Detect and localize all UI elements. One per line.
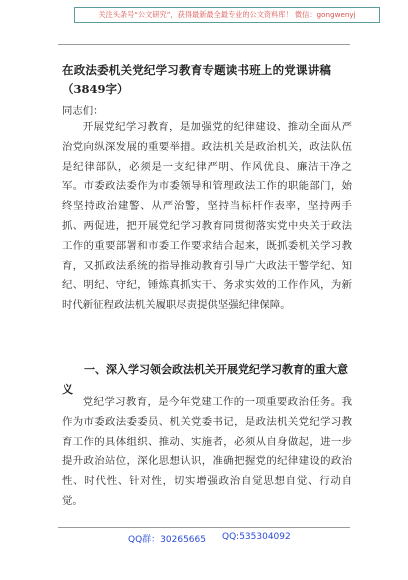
header-divider	[58, 44, 350, 45]
footer-divider	[58, 527, 350, 528]
body-paragraph: 开展党纪学习教育，是加强党的纪律建设、推动全面从严治党向纵深发展的重要举措。政法机关是政治机关，政法队伍是纪律部队，必须是一支纪律严明、作风优良、廉洁干净之军。市委政法委作为市委领导和管理政法工作的职能部门，始终坚持政治建警、从严治警，坚持当标杆作表率，坚持两手抓、两促进，把开展党纪学习教育同贯彻落实党中央关于政法工作的重要部署和市委工作要求结合起来，既抓委机关学习教育，又抓政法系统的指导推动教育引导广大政法干警学纪、知纪、明纪、守纪，锤炼真抓实干、务求实效的工作作风，为新时代新征程政法机关履职尽责提供坚强纪律保障。	[62, 121, 352, 312]
section-heading: 一、深入学习领会政法机关开展党纪学习教育的重大意义	[62, 363, 348, 396]
header-banner: 关注头条号“公文研究”，获得最新最全最专业的公文资料库！ 微信：gongwenyj	[74, 7, 380, 23]
body-paragraph: 党纪学习教育，是今年党建工作的一项重要政治任务。我作为市委政法委委员、机关党委书记，是政法机关党纪学习教育工作的具体组织、推动、实施者，必须从自身做起，进一步提升政治站位，深化思想认识，准确把握党的纪律建设的政治性、时代性、针对性，切实增强政治自觉思想自觉、行动自觉。	[62, 396, 352, 507]
qq-group-number: QQ群：30265665	[128, 535, 206, 545]
word-count: （3849字）	[62, 82, 129, 96]
greeting: 同志们：	[62, 105, 104, 117]
qq-contact-number: QQ:535304092	[222, 532, 291, 542]
document-title: 在政法委机关党纪学习教育专题读书班上的党课讲稿	[62, 63, 332, 77]
